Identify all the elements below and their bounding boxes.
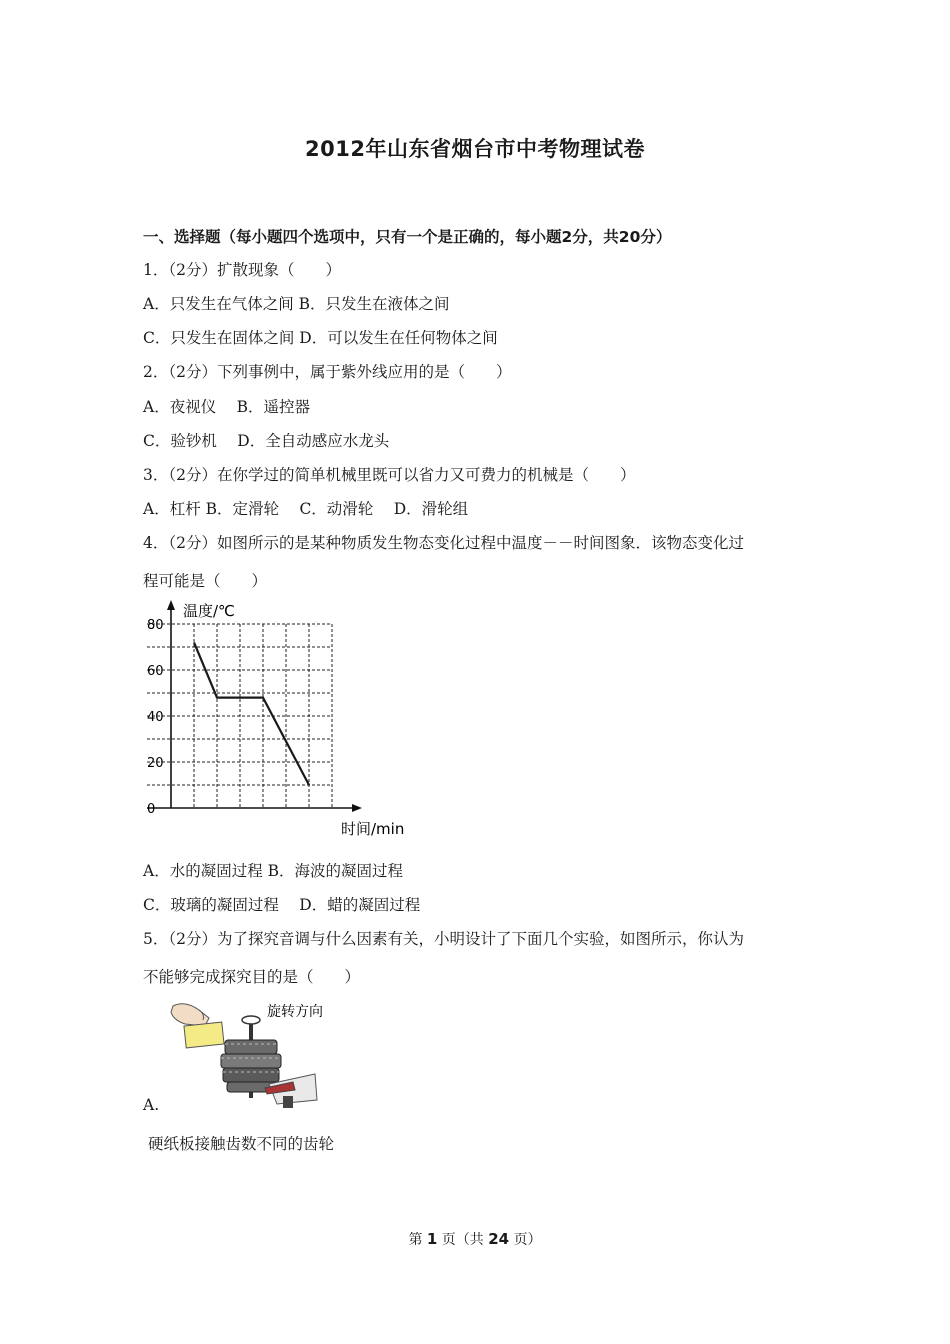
question-1-options-cd: C．只发生在固体之间 D．可以发生在任何物体之间 bbox=[143, 329, 498, 347]
y-tick-label: 20 bbox=[147, 756, 164, 771]
y-tick-label: 40 bbox=[147, 710, 164, 725]
y-axis-label: 温度/℃ bbox=[183, 602, 235, 620]
question-4-options-cd: C．玻璃的凝固过程 D．蜡的凝固过程 bbox=[143, 896, 421, 914]
question-4-stem-cont: 程可能是（ ） bbox=[143, 572, 268, 590]
x-axis-arrow bbox=[352, 804, 362, 812]
x-axis-label: 时间/min bbox=[341, 820, 405, 838]
gear-experiment-image bbox=[165, 1000, 335, 1112]
question-1-stem: 1．（2分）扩散现象（ ） bbox=[143, 261, 341, 279]
question-5-stem: 5．（2分）为了探究音调与什么因素有关，小明设计了下面几个实验，如图所示，你认为 bbox=[143, 930, 744, 948]
question-2-options-cd: C．验钞机 D．全自动感应水龙头 bbox=[143, 432, 390, 450]
question-5-option-a-label: A. bbox=[143, 1096, 160, 1114]
question-4-options-ab: A．水的凝固过程 B．海波的凝固过程 bbox=[143, 862, 404, 880]
section-heading: 一、选择题（每小题四个选项中，只有一个是正确的，每小题2分，共20分） bbox=[143, 228, 672, 246]
question-3-stem: 3．（2分）在你学过的简单机械里既可以省力又可费力的机械是（ ） bbox=[143, 466, 636, 484]
question-5-stem-cont: 不能够完成探究目的是（ ） bbox=[143, 968, 361, 986]
question-2-stem: 2．（2分）下列事例中，属于紫外线应用的是（ ） bbox=[143, 363, 512, 381]
y-tick-label: 60 bbox=[147, 664, 164, 679]
y-axis-arrow bbox=[167, 600, 175, 610]
temperature-curve bbox=[194, 642, 309, 785]
question-5-option-a-caption: 硬纸板接触齿数不同的齿轮 bbox=[148, 1135, 335, 1153]
footer-post: 页） bbox=[513, 1232, 542, 1248]
temperature-time-chart bbox=[140, 596, 420, 841]
question-1-options-ab: A．只发生在气体之间 B．只发生在液体之间 bbox=[143, 295, 450, 313]
y-tick-label: 80 bbox=[147, 618, 164, 633]
footer-mid: 页（共 bbox=[441, 1232, 484, 1248]
footer-pre: 第 bbox=[408, 1232, 423, 1248]
page-title: 2012年山东省烟台市中考物理试卷 bbox=[305, 137, 645, 161]
chart-axes bbox=[147, 600, 362, 812]
question-4-stem: 4．（2分）如图所示的是某种物质发生物态变化过程中温度－－时间图象．该物态变化过 bbox=[143, 534, 744, 552]
page-footer bbox=[0, 1229, 950, 1249]
footer-page-number: 1 bbox=[426, 1230, 438, 1248]
question-3-options: A．杠杆 B．定滑轮 C．动滑轮 D．滑轮组 bbox=[143, 500, 469, 518]
footer-total-pages: 24 bbox=[488, 1230, 510, 1248]
chart-tick-labels bbox=[147, 618, 164, 817]
chart-grid bbox=[147, 624, 332, 808]
y-tick-label: 0 bbox=[147, 802, 156, 817]
rotation-direction-label: 旋转方向 bbox=[267, 1004, 323, 1020]
question-2-options-ab: A．夜视仪 B．遥控器 bbox=[143, 398, 311, 416]
